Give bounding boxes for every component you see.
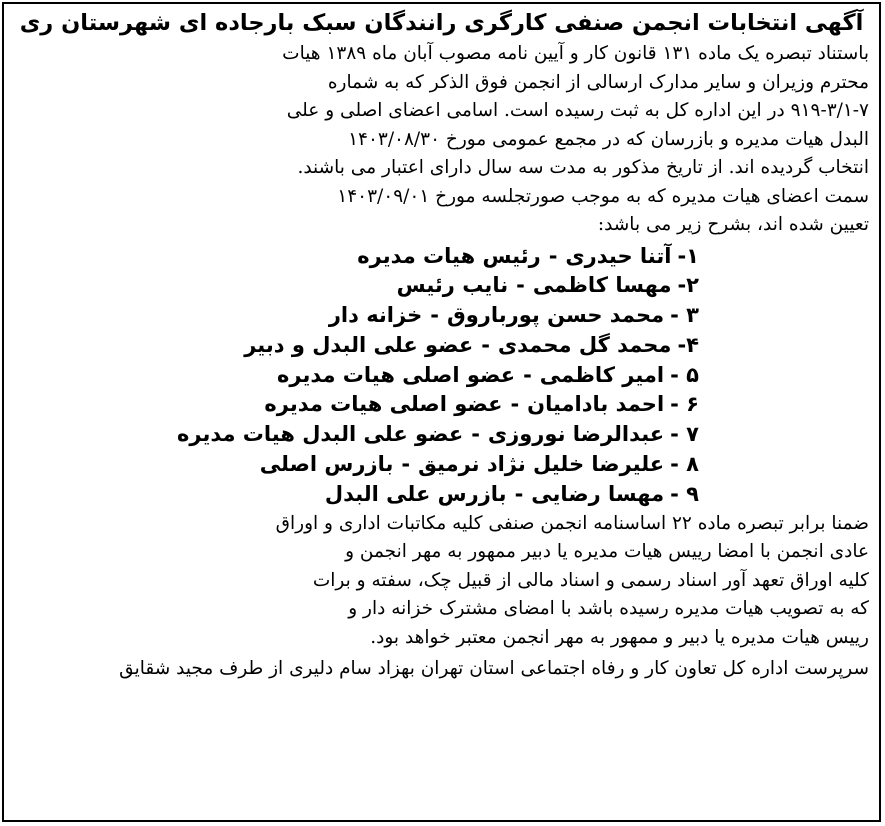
member-item (14, 480, 869, 510)
member-item (14, 331, 869, 361)
closing-line: که به تصویب هیات مدیره رسیده باشد با امضای مشترک خزانه دار و (348, 598, 869, 620)
member-number: ۷ - (670, 422, 699, 447)
member-separator: - (516, 273, 525, 298)
member-role: رئیس هیات مدیره (357, 243, 541, 268)
intro-line: تعیین شده اند، بشرح زیر می باشد: (597, 214, 869, 235)
member-item (14, 361, 869, 391)
closing-line: کلیه اوراق تعهد آور اسناد رسمی و اسناد مالی از قبیل چک، سفته و برات (312, 569, 869, 591)
member-item (14, 450, 869, 480)
member-item (14, 242, 869, 272)
member-separator: - (514, 481, 524, 506)
member-name: امیر کاظمی (539, 362, 665, 387)
intro-line: سمت اعضای هیات مدیره که به موجب صورتجلسه مورخ ۱۴۰۳/۰۹/۰۱ (337, 185, 869, 207)
members-list (14, 242, 869, 510)
member-item (14, 301, 869, 331)
member-separator: - (523, 362, 532, 387)
closing-line: عادی انجمن با امضا رییس هیات مدیره یا دبیر ممهور به مهر انجمن و (345, 541, 869, 563)
member-separator: - (401, 452, 411, 477)
member-number: ۴- (677, 332, 699, 357)
intro-line: باستناد تبصره یک ماده ۱۳۱ قانون کار و آیین نامه مصوب آبان ماه ۱۳۸۹ هیات (282, 43, 869, 64)
member-separator: - (430, 303, 439, 328)
member-number: ۱- (677, 243, 699, 268)
member-name: مهسا رضایی (531, 481, 665, 506)
member-name: آتنا حیدری (565, 243, 672, 268)
member-role: بازرس اصلی (259, 452, 394, 477)
member-separator: - (510, 392, 520, 417)
member-separator: - (548, 243, 558, 268)
member-number: ۲- (677, 273, 699, 298)
intro-line: محترم وزیران و سایر مدارک ارسالی از انجمن فوق الذکر که به شماره (327, 71, 869, 93)
member-number: ۸ - (670, 452, 699, 477)
intro-line: ۹۱۹-۳/۱-۷ در این اداره کل به ثبت رسیده است. اسامی اعضای اصلی و علی (286, 100, 869, 121)
member-name: محمد گل محمدی (497, 332, 672, 357)
member-role: نایب رئیس (396, 273, 509, 298)
closing-line: رییس هیات مدیره یا دبیر و ممهور به مهر انجمن معتبر خواهد بود. (370, 626, 869, 648)
member-separator: - (481, 332, 490, 357)
member-name: عبدالرضا نوروزی (487, 422, 665, 447)
member-role: خزانه دار (328, 303, 423, 328)
member-role: عضو علی البدل هیات مدیره (176, 422, 464, 447)
member-number: ۵ - (670, 362, 699, 387)
member-role: عضو اصلی هیات مدیره (264, 392, 503, 417)
announcement-frame (2, 2, 881, 822)
member-number: ۹ - (670, 481, 699, 506)
signature-line: سرپرست اداره کل تعاون کار و رفاه اجتماعی استان تهران بهزاد سام دلیری از طرف مجید شقایق (119, 658, 869, 680)
member-item (14, 390, 869, 420)
member-number: ۶ - (670, 392, 699, 417)
member-item (14, 271, 869, 301)
member-name: احمد بادامیان (527, 392, 665, 417)
intro-paragraph (14, 40, 869, 240)
closing-paragraph (14, 510, 869, 653)
announcement-title: آگهی انتخابات انجمن صنفی کارگری رانندگان سبک بارجاده ای شهرستان ری (19, 10, 864, 36)
closing-line: ضمنا برابر تبصره ماده ۲۲ اساسنامه انجمن صنفی کلیه مکاتبات اداری و اوراق (275, 512, 869, 534)
member-role: عضو علی البدل و دبیر (244, 332, 474, 357)
member-number: ۳ - (670, 303, 699, 328)
member-role: عضو اصلی هیات مدیره (277, 362, 516, 387)
member-separator: - (471, 422, 480, 447)
member-item (14, 420, 869, 450)
intro-line: البدل هیات مدیره و بازرسان که در مجمع عمومی مورخ ۱۴۰۳/۰۸/۳۰ (348, 128, 869, 150)
member-name: مهسا کاظمی (532, 273, 672, 298)
intro-line: انتخاب گردیده اند. از تاریخ مذکور به مدت سه سال دارای اعتبار می باشند. (297, 157, 869, 178)
member-name: علیرضا خلیل نژاد نرمیق (418, 452, 665, 477)
member-role: بازرس علی البدل (324, 481, 507, 506)
member-name: محمد حسن پورباروق (446, 303, 665, 328)
